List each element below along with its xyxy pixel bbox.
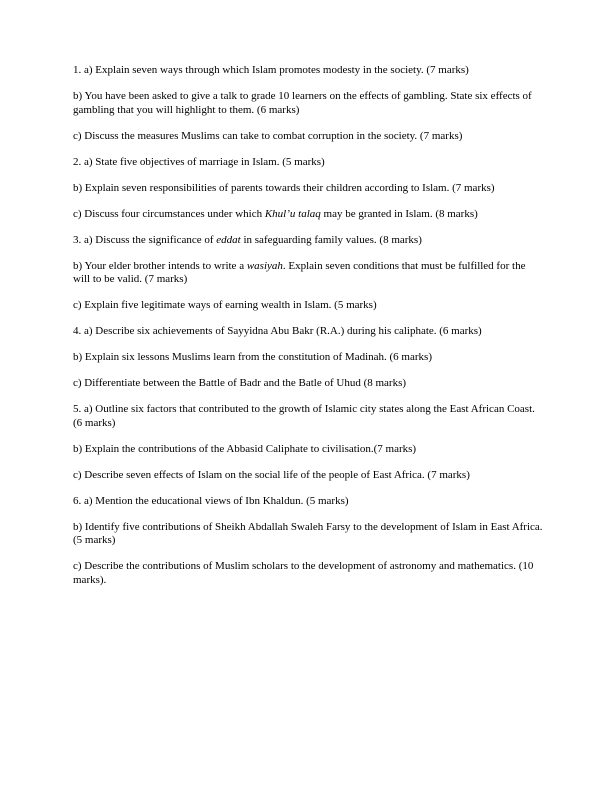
question-3a-term: eddat [216,233,241,246]
question-6c: c) Describe the contributions of Muslim scholars to the development of astronomy and mathematics. (10 marks). [73,560,534,586]
question-3a-text-start: 3. a) Discuss the significance of [73,233,217,246]
question-2c-text-end: may be granted in Islam. (8 marks) [320,207,478,220]
question-3a-text-end: in safeguarding family values. (8 marks) [240,233,422,246]
question-4c: c) Differentiate between the Battle of Badr and the Batle of Uhud (8 marks) [73,377,407,389]
question-3b [73,260,543,287]
question-1b: b) You have been asked to give a talk to grade 10 learners on the effects of gambling. State six effects of gambling that you will highlight to them. (6 marks) [73,90,532,116]
question-3c: c) Explain five legitimate ways of earning wealth in Islam. (5 marks) [73,299,377,311]
question-2c-text-start: c) Discuss four circumstances under which [73,207,265,220]
question-2a: 2. a) State five objectives of marriage in Islam. (5 marks) [73,155,325,168]
question-3b-text-end: . Explain seven conditions that must be fulfilled for the will to be valid. (7 marks) [73,259,526,285]
question-1a: 1. a) Explain seven ways through which Islam promotes modesty in the society. (7 marks) [73,64,469,76]
question-list [73,64,543,600]
question-3b-text-start: b) Your elder brother intends to write a [73,259,247,272]
question-5c: c) Describe seven effects of Islam on the social life of the people of East Africa. (7 marks) [73,468,470,481]
question-3a [73,234,543,248]
question-6b: b) Identify five contributions of Sheikh Abdallah Swaleh Farsy to the development of Islam in East Africa. (5 marks) [73,520,543,546]
question-3b-term: wasiyah [246,259,283,272]
question-4b: b) Explain six lessons Muslims learn from the constitution of Madinah. (6 marks) [73,351,432,363]
question-5b: b) Explain the contributions of the Abbasid Caliphate to civilisation.(7 marks) [73,442,417,455]
question-6a: 6. a) Mention the educational views of Ibn Khaldun. (5 marks) [73,494,349,507]
question-2c-term: Khul’u talaq [264,207,321,220]
question-4a: 4. a) Describe six achievements of Sayyidna Abu Bakr (R.A.) during his caliphate. (6 marks) [73,325,482,337]
question-2b: b) Explain seven responsibilities of parents towards their children according to Islam. (7 marks) [73,181,495,194]
question-5a: 5. a) Outline six factors that contributed to the growth of Islamic city states along the East African Coast. (6 marks) [73,403,535,429]
question-2c [73,208,543,222]
question-1c: c) Discuss the measures Muslims can take to combat corruption in the society. (7 marks) [73,129,463,142]
